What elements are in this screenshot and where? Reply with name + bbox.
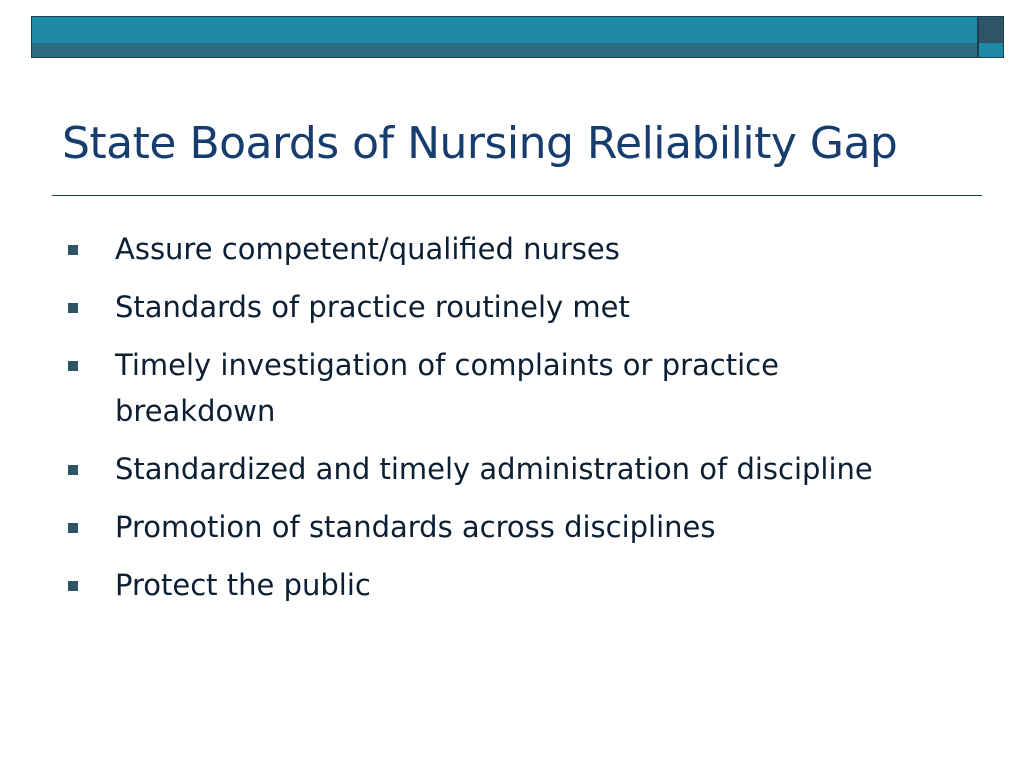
bullet-text: Standardized and timely administration of discipline bbox=[115, 452, 873, 486]
header-bar-upper-band bbox=[32, 17, 977, 44]
square-bullet-icon bbox=[68, 303, 78, 313]
corner-block-upper bbox=[979, 17, 1003, 44]
corner-block-lower bbox=[979, 43, 1003, 57]
title-divider bbox=[52, 195, 982, 196]
square-bullet-icon bbox=[68, 361, 78, 371]
bullet-text: Timely investigation of complaints or practice breakdown bbox=[115, 348, 779, 428]
slide-title: State Boards of Nursing Reliability Gap bbox=[62, 118, 898, 169]
bullet-text: Promotion of standards across disciplines bbox=[115, 510, 716, 544]
bullet-item bbox=[62, 562, 962, 608]
header-bar-lower-band bbox=[32, 43, 977, 57]
bullet-list bbox=[62, 226, 962, 620]
bullet-item bbox=[62, 446, 962, 492]
square-bullet-icon bbox=[68, 465, 78, 475]
bullet-item bbox=[62, 504, 962, 550]
bullet-item bbox=[62, 284, 962, 330]
header-corner-block bbox=[978, 16, 1004, 58]
bullet-text: Assure competent/qualified nurses bbox=[115, 232, 620, 266]
square-bullet-icon bbox=[68, 581, 78, 591]
square-bullet-icon bbox=[68, 523, 78, 533]
bullet-item bbox=[62, 226, 962, 272]
header-decorative-bar bbox=[31, 16, 978, 58]
bullet-text: Standards of practice routinely met bbox=[115, 290, 630, 324]
bullet-item bbox=[62, 342, 962, 434]
bullet-text: Protect the public bbox=[115, 568, 371, 602]
square-bullet-icon bbox=[68, 245, 78, 255]
